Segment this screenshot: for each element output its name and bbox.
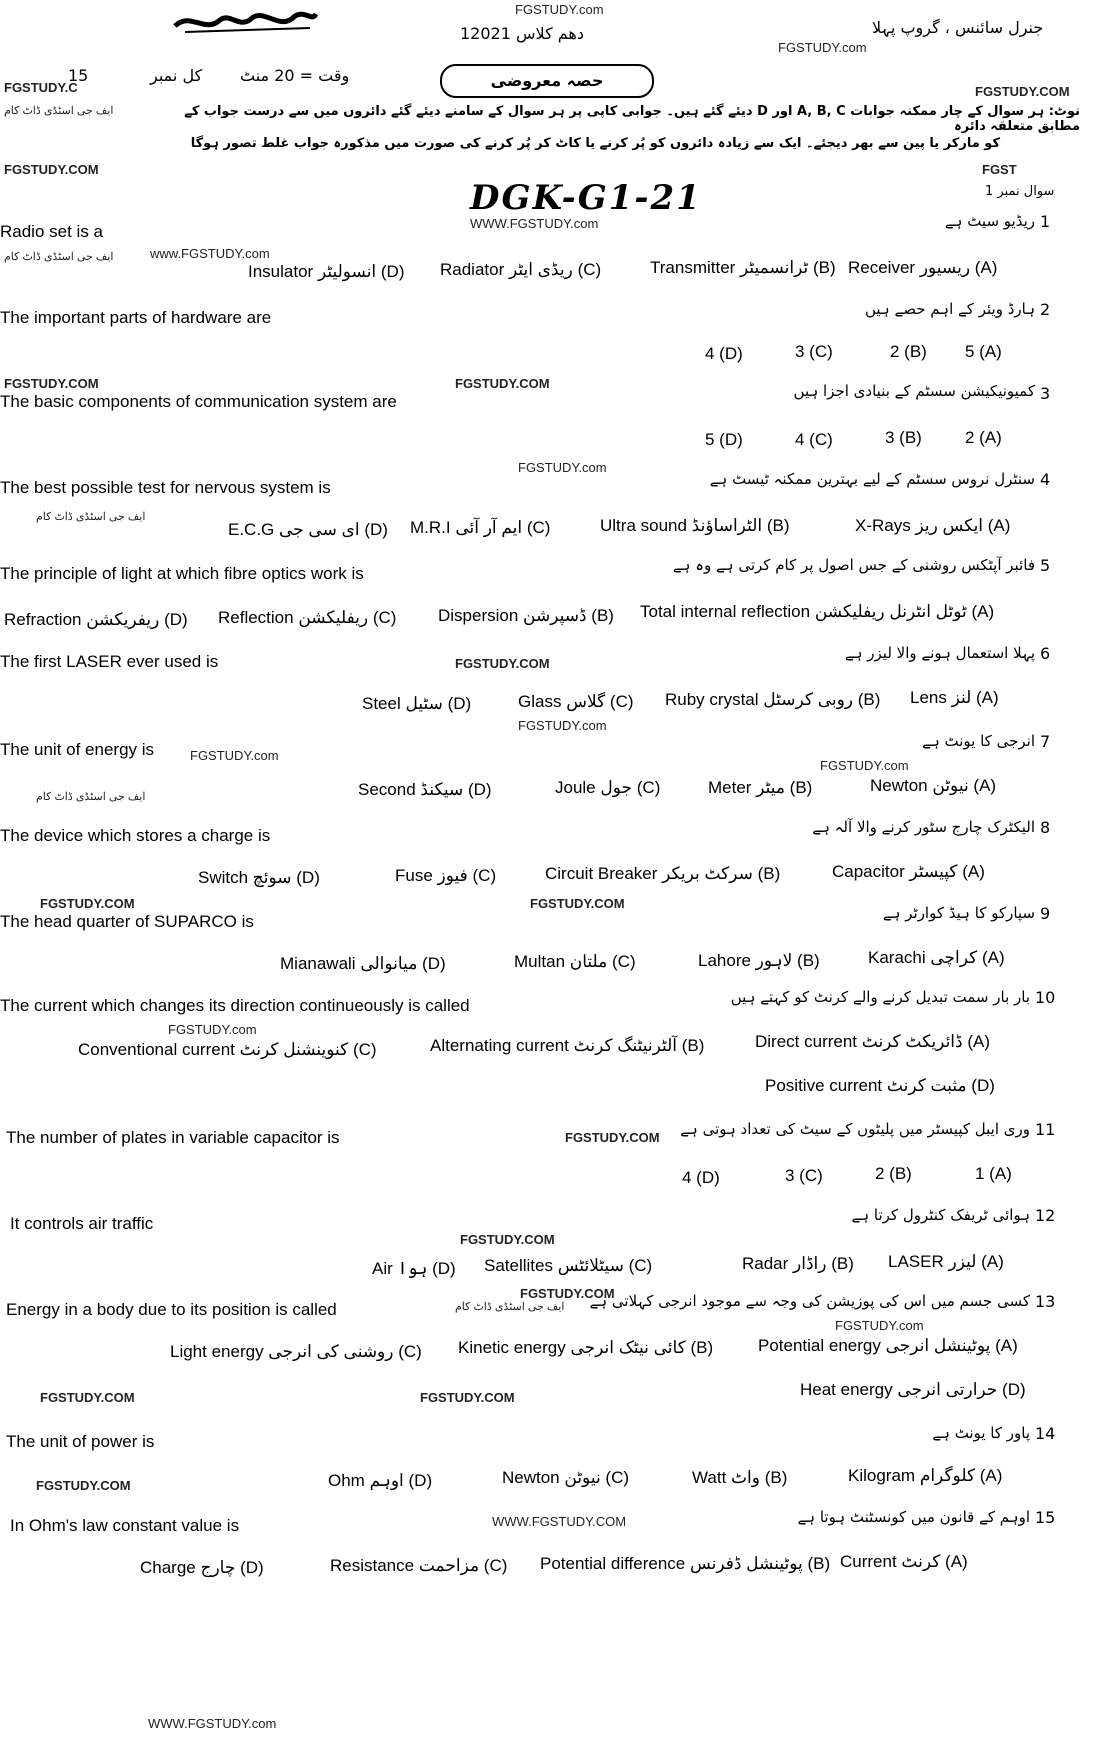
question-text: It controls air traffic	[10, 1214, 154, 1233]
watermark: FGSTUDY.COM	[455, 656, 550, 671]
option-a: Lens لنز (A)	[910, 688, 999, 707]
watermark: FGSTUDY.com	[190, 748, 279, 763]
option-b: Radar راڈار (B)	[742, 1254, 854, 1273]
option-b: Ultra sound الٹراساؤنڈ (B)	[600, 516, 790, 535]
question-number: 11	[1035, 1120, 1056, 1139]
question-urdu: فائبر آپٹکس روشنی کے جس اصول پر کام کرتی ہے وہ ہے	[672, 556, 1035, 574]
option-a: Kilogram کلوگرام (A)	[848, 1466, 1003, 1485]
watermark: FGSTUDY.C	[4, 80, 78, 95]
watermark: FGSTUDY.COM	[460, 1232, 555, 1247]
option-d: Steel سٹیل (D)	[362, 694, 472, 713]
option-c: 3 (C)	[785, 1166, 823, 1185]
question-text: The device which stores a charge is	[0, 826, 271, 845]
watermark: ایف جی اسٹڈی ڈاٹ کام	[36, 791, 146, 803]
question-text: The unit of power is	[6, 1432, 155, 1451]
option-a: Karachi کراچی (A)	[868, 948, 1005, 967]
watermark: FGSTUDY.com	[168, 1022, 257, 1037]
option-b: Potential difference پوٹینشل ڈفرنس (B)	[540, 1554, 831, 1573]
question-urdu: الیکٹرک چارج سٹور کرنے والا آلہ ہے	[812, 818, 1035, 836]
watermark: FGSTUDY.com	[820, 758, 909, 773]
class-year: دھم کلاس 12021	[460, 24, 584, 43]
option-d: Switch سوئچ (D)	[198, 868, 320, 887]
option-c: Fuse فیوز (C)	[395, 866, 497, 885]
option-d: Ohm اوہم (D)	[328, 1471, 433, 1490]
option-c: Satellites سیٹلائٹس (C)	[484, 1256, 653, 1275]
watermark: FGSTUDY.COM	[40, 1390, 135, 1405]
instructions-line-2: کو مارکر یا پین سے بھر دیجئے۔ ایک سے زیادہ دائروں کو پُر کرنے یا کاٹ کر پُر کرنے کی صورت میں مذکورہ جواب غلط تصور ہوگا	[190, 136, 1000, 151]
option-a: Newton نیوٹن (A)	[870, 776, 997, 795]
option-b: Kinetic energy کائی نیٹک انرجی (B)	[458, 1338, 714, 1357]
option-d: Mianawali میانوالی (D)	[280, 954, 446, 973]
question-number: 1	[1040, 212, 1051, 231]
option-c: 4 (C)	[795, 430, 833, 449]
watermark: FGSTUDY.COM	[40, 896, 135, 911]
question-number: 9	[1040, 904, 1051, 923]
question-number: 8	[1040, 818, 1051, 837]
watermark: FGSTUDY.com	[835, 1318, 924, 1333]
watermark: ایف جی اسٹڈی ڈاٹ کام	[4, 251, 114, 263]
question-number: 4	[1040, 470, 1051, 489]
question-urdu: ریڈیو سیٹ ہے	[944, 212, 1035, 230]
option-a: X-Rays ایکس ریز (A)	[855, 516, 1011, 535]
option-b: 2 (B)	[875, 1164, 912, 1183]
option-d: Heat energy حرارتی انرجی (D)	[800, 1380, 1026, 1399]
option-c: Conventional current کنوینشنل کرنٹ (C)	[78, 1040, 377, 1059]
option-a: Capacitor کپیسٹر (A)	[832, 862, 985, 881]
watermark: FGSTUDY.com	[518, 718, 607, 733]
question-text: In Ohm's law constant value is	[10, 1516, 240, 1535]
question-number: 5	[1040, 556, 1051, 575]
question-text: The first LASER ever used is	[0, 652, 219, 671]
question-number: 7	[1040, 732, 1051, 751]
option-c: Resistance مزاحمت (C)	[330, 1556, 508, 1575]
watermark: FGSTUDY.COM	[420, 1390, 515, 1405]
question-urdu: کمیونیکیشن سسٹم کے بنیادی اجزا ہیں	[793, 382, 1035, 400]
question-text: The unit of energy is	[0, 740, 155, 759]
option-d: Refraction ریفریکشن (D)	[4, 610, 188, 629]
option-c: Light energy روشنی کی انرجی (C)	[170, 1342, 422, 1361]
option-a: Receiver ریسیور (A)	[848, 258, 998, 277]
watermark: FGST	[982, 162, 1017, 177]
question-text: The best possible test for nervous system is	[0, 478, 331, 497]
option-a: LASER لیزر (A)	[888, 1252, 1004, 1271]
option-d: 4 (D)	[705, 344, 743, 363]
option-b: 2 (B)	[890, 342, 927, 361]
question-text: Radio set is a	[0, 222, 103, 241]
watermark: FGSTUDY.COM	[520, 1286, 615, 1301]
instructions-line-1: نوٹ: ہر سوال کے چار ممکنہ جوابات A, B, C اور D دیئے گئے ہیں۔ جوابی کاپی پر ہر سوال کے سامنے دیئے گئے دائروں میں سے درست جواب کے مطابق متعلقہ دائرہ	[184, 104, 1080, 134]
question-urdu: کسی جسم میں اس کی پوزیشن کی وجہ سے موجود انرجی کہلاتی ہے	[589, 1292, 1030, 1310]
watermark: WWW.FGSTUDY.com	[148, 1716, 277, 1731]
option-a: Direct current ڈائریکٹ کرنٹ (A)	[755, 1032, 990, 1051]
question-number: 10	[1035, 988, 1056, 1007]
option-b: Ruby crystal روبی کرسٹل (B)	[665, 690, 881, 709]
watermark: FGSTUDY.com	[515, 2, 604, 17]
watermark: FGSTUDY.COM	[565, 1130, 660, 1145]
option-b: Alternating current آلٹرنیٹنگ کرنٹ (B)	[430, 1036, 705, 1055]
watermark: WWW.FGSTUDY.com	[470, 216, 599, 231]
option-c: 3 (C)	[795, 342, 833, 361]
watermark: FGSTUDY.COM	[455, 376, 550, 391]
question-number: 12	[1035, 1206, 1056, 1225]
option-c: Reflection ریفلیکشن (C)	[218, 608, 397, 627]
question-text: Energy in a body due to its position is called	[6, 1300, 337, 1319]
watermark: FGSTUDY.COM	[4, 162, 99, 177]
time-allowed: وقت = 20 منٹ	[240, 66, 350, 85]
question-urdu: سنٹرل نروس سسٹم کے لیے بہترین ممکنہ ٹیسٹ ہے	[709, 470, 1035, 488]
question-urdu: وری ایبل کپیسٹر میں پلیٹوں کے سیٹ کی تعداد ہوتی ہے	[680, 1120, 1030, 1138]
question-number: 14	[1035, 1424, 1056, 1443]
option-d: Charge چارج (D)	[140, 1558, 264, 1577]
question-urdu: بار بار سمت تبدیل کرنے والے کرنٹ کو کہتے ہیں	[730, 988, 1030, 1006]
question-number: 15	[1035, 1508, 1056, 1527]
option-c: M.R.I ایم آر آئی (C)	[410, 518, 551, 537]
question-urdu: پہلا استعمال ہونے والا لیزر ہے	[844, 644, 1035, 662]
option-b: Transmitter ٹرانسمیٹر (B)	[650, 258, 836, 277]
option-b: Lahore لاہور (B)	[698, 951, 820, 970]
watermark: FGSTUDY.com	[778, 40, 867, 55]
question-urdu: انرجی کا یونٹ ہے	[922, 732, 1035, 750]
watermark: ایف جی اسٹڈی ڈاٹ کام	[4, 105, 114, 117]
handwritten-scribble	[170, 6, 320, 38]
option-d: 4 (D)	[682, 1168, 720, 1187]
option-a: Total internal reflection ٹوٹل انٹرنل ریفلیکشن (A)	[640, 602, 995, 621]
question-label: سوال نمبر 1	[985, 184, 1055, 199]
paper-code: DGK-G1-21	[470, 178, 702, 218]
option-d: E.C.G ای سی جی (D)	[228, 520, 388, 539]
option-d: Insulator انسولیٹر (D)	[248, 262, 405, 281]
watermark: FGSTUDY.COM	[530, 896, 625, 911]
question-number: 6	[1040, 644, 1051, 663]
question-text: The principle of light at which fibre optics work is	[0, 564, 364, 583]
watermark: WWW.FGSTUDY.COM	[492, 1514, 627, 1529]
question-text: The basic components of communication system are	[0, 392, 397, 411]
option-c: Newton نیوٹن (C)	[502, 1468, 630, 1487]
question-number: 3	[1040, 384, 1051, 403]
option-b: 3 (B)	[885, 428, 922, 447]
question-number: 13	[1035, 1292, 1056, 1311]
option-b: Circuit Breaker سرکٹ بریکر (B)	[545, 864, 781, 883]
question-text: The important parts of hardware are	[0, 308, 272, 327]
option-c: Radiator ریڈی ایٹر (C)	[440, 260, 602, 279]
marks-value: 15	[68, 66, 89, 85]
question-urdu: پاور کا یونٹ ہے	[932, 1424, 1030, 1442]
subject-group: جنرل سائنس ، گروپ پہلا	[872, 18, 1044, 37]
watermark: FGSTUDY.COM	[36, 1478, 131, 1493]
option-c: Multan ملتان (C)	[514, 952, 636, 971]
watermark: ایف جی اسٹڈی ڈاٹ کام	[36, 511, 146, 523]
watermark: ایف جی اسٹڈی ڈاٹ کام	[455, 1301, 565, 1313]
option-d: Second سیکنڈ (D)	[358, 780, 492, 799]
section-title: حصہ معروضی	[440, 64, 654, 98]
option-c: Joule جول (C)	[555, 778, 661, 797]
option-a: Current کرنٹ (A)	[840, 1552, 968, 1571]
question-text: The number of plates in variable capacitor is	[6, 1128, 340, 1147]
option-a: 5 (A)	[965, 342, 1002, 361]
option-a: Potential energy پوٹینشل انرجی (A)	[758, 1336, 1018, 1355]
option-b: Dispersion ڈسپرشن (B)	[438, 606, 614, 625]
question-urdu: سپارکو کا ہیڈ کوارٹر ہے	[882, 904, 1035, 922]
option-a: 1 (A)	[975, 1164, 1012, 1183]
option-d: 5 (D)	[705, 430, 743, 449]
watermark: www.FGSTUDY.com	[150, 246, 270, 261]
option-c: Glass گلاس (C)	[518, 692, 634, 711]
question-text: The head quarter of SUPARCO is	[0, 912, 254, 931]
total-marks-label: کل نمبر	[150, 66, 203, 85]
watermark: FGSTUDY.com	[518, 460, 607, 475]
question-number: 2	[1040, 300, 1051, 319]
question-text: The current which changes its direction continueously is called	[0, 996, 470, 1015]
watermark: FGSTUDY.COM	[975, 84, 1070, 99]
option-a: 2 (A)	[965, 428, 1002, 447]
watermark: FGSTUDY.COM	[4, 376, 99, 391]
option-b: Meter میٹر (B)	[708, 778, 813, 797]
option-d: Air ہوا (D)	[372, 1259, 456, 1278]
question-urdu: ہوائی ٹریفک کنٹرول کرتا ہے	[851, 1206, 1030, 1224]
option-d: Positive current مثبت کرنٹ (D)	[765, 1076, 995, 1095]
option-b: Watt واٹ (B)	[692, 1468, 788, 1487]
question-urdu: ہارڈ ویئر کے اہم حصے ہیں	[864, 300, 1035, 318]
question-urdu: اوہم کے قانون میں کونسٹنٹ ہوتا ہے	[797, 1508, 1030, 1526]
